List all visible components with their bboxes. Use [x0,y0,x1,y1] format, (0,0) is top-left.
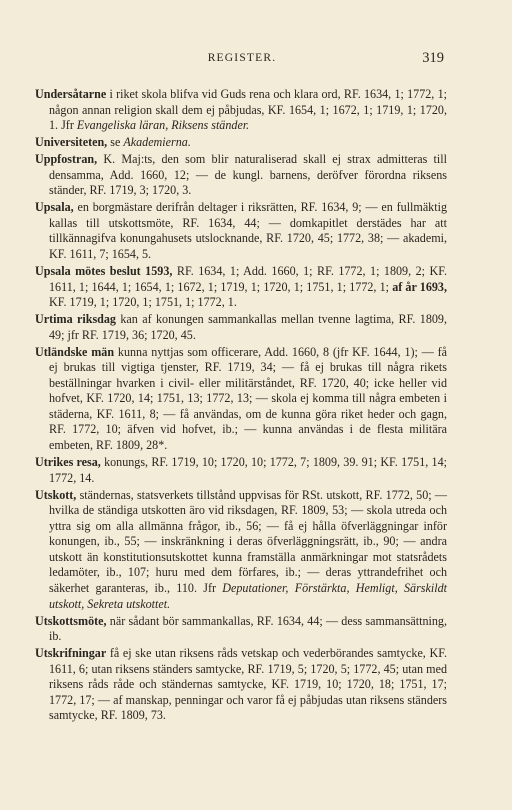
entry-cross-reference: Evangeliska läran, Riksens ständer. [76,118,250,133]
entry-text: se [107,135,124,150]
entry-headword: Universiteten, [35,135,108,150]
register-entry [35,264,447,311]
entry-text: kan af konungen sammankallas mellan tvenne lagtima, RF. 1809, 49; jfr RF. 1719, 36; 1720, 45. [49,312,447,342]
entry-headword: Upsala, [35,200,74,215]
register-entry [35,455,447,486]
entry-text: i riket skola blifva vid Guds rena och klara ord, RF. 1634, 1; 1772, 1; någon annan religion skall dem ej påbjudas, KF. 1654, 1; 1672, 1; 1719, 1; 1720, 1. Jfr [49,87,447,133]
running-header [40,50,444,70]
entry-subheading: af år 1693, [392,279,448,294]
page-number: 319 [422,50,444,66]
entry-headword: Upsala mötes beslut 1593, [35,264,173,279]
entry-headword: Utländske män [35,344,115,359]
entry-text: kunna nyttjas som officerare, Add. 1660, 8 (jfr KF. 1644, 1); — få ej brukas till vigtiga tjenster, RF. 1719, 34; — få ej brukas till några rikets beställningar hvarken i civil- eller militärståndet, RF. 1720, 40; icke heller vid hofvet, KF. 1720, 14; 1751, 13; 1772, 13; — skola ej komma till några embeten i städerna, KF. 1611, 8; — få användas, om de kunna göra riket heder och gagn, RF. 1772, 10; äfven vid hofvet, ib.; — kunna användas i de flesta militära embeten, RF. 1809, 28*. [49,344,448,453]
register-entry [35,135,447,151]
entry-cross-reference: Deputationer, Förstärkta, Hemligt, Särskildt utskott, Sekreta utskottet. [49,580,447,611]
entry-cross-reference: Akademierna. [123,135,191,150]
entry-text: ständernas, statsverkets tillstånd uppvisas för RSt. utskott, RF. 1772, 50; — hvilka de ständiga utskotten äro vid riksdagen, RF. 1809, 53; — skola utreda och yttra sig om alla allmänna frågor, ib., 56; — få ej hålla öfverläggningar inför konungen, ib., 55; — inskränkning i deras öfverläggningsrätt, ib., 90; — andra utskott än konstitutionsutskottet kunna framställa anmärkningar mot statsrådets ledamöter, ib., 107; huru med dem förfares, ib.; — deras yttrandefrihet och säkerhet garanteras, ib., 110. Jfr [49,487,447,595]
entry-text: K. Maj:ts, den som blir naturaliserad skall ej strax admitteras till densamma, Add. 1660, 12; — de kungl. barnens, deröfver förordna riksens ständer, RF. 1719, 3; 1720, 3. [49,152,447,198]
entry-headword: Undersåtarne [35,87,107,101]
entry-headword: Utskrifningar [35,646,107,661]
entry-text: konungs, RF. 1719, 10; 1720, 10; 1772, 7; 1809, 39. 91; KF. 1751, 14; 1772, 14. [49,455,447,485]
register-entry [35,87,447,134]
register-entry [35,312,447,343]
entry-text: få ej ske utan riksens råds vetskap och vederbörandes samtycke, KF. 1611, 6; utan riksens ständers samtycke, RF. 1719, 5; 1720, 5; 1772, 45; utan med riksens råds råde och ständernas samtycke, KF. 1719, 10; 1720, 18; 1751, 17; 1772, 17; — af manskap, penningar och varor få ej påbjudas utan riksens ständers samtycke, RF. 1809, 73. [49,646,447,723]
entry-headword: Urtima riksdag [35,312,116,327]
register-entry [35,152,447,199]
register-entry [35,345,447,454]
running-title: REGISTER. [207,52,277,64]
register-entry [35,646,447,724]
entry-headword: Utskottsmöte, [35,613,107,628]
entry-headword: Uppfostran, [35,152,98,167]
entry-text: KF. 1719, 1; 1720, 1; 1751, 1; 1772, 1. [49,295,237,310]
register-entry [35,200,447,262]
entry-text: en borgmästare derifrån deltager i riksrätten, RF. 1634, 9; — en fullmäktig kallas till utskottsmöte, RF. 1634, 44; — domkapitlet derstädes har att tillkännagifva konungahusets utslocknande, RF. 1720, 45; 1772, 38; — akademi, KF. 1611, 7; 1654, 5. [49,200,447,261]
register-entries [35,87,447,725]
entry-headword: Utskott, [35,487,77,502]
entry-text: RF. 1634, 1; Add. 1660, 1; RF. 1772, 1; 1809, 2; KF. 1611, 1; 1644, 1; 1654, 1; 1672, 1; 1719, 1; 1720, 1; 1751, 1; 1772, 1; [49,264,447,294]
entry-text: när sådant bör sammankallas, RF. 1634, 44; — dess sammansättning, ib. [49,613,447,644]
register-entry [35,488,447,612]
entry-headword: Utrikes resa, [35,455,101,470]
register-entry [35,614,447,645]
